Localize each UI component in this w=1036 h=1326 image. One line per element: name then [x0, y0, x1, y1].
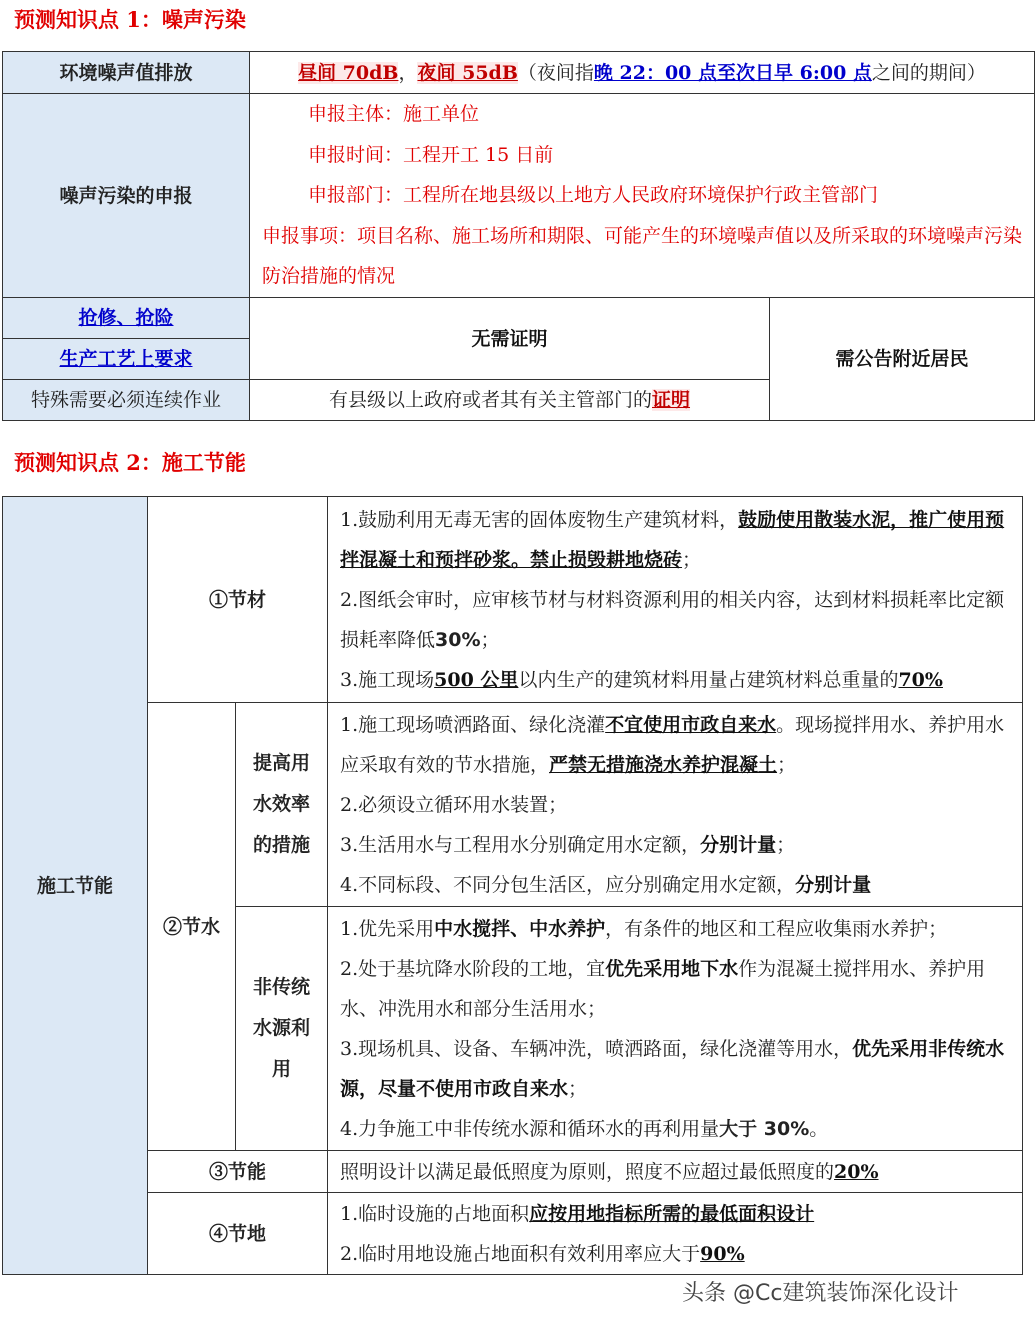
- material-row: [3, 497, 1023, 703]
- section2-title: 预测知识点 2：施工节能: [14, 450, 246, 475]
- land-label: ④节地: [148, 1193, 328, 1275]
- nontraditional-item-1: 1.优先采用中水搅拌、中水养护，有条件的地区和工程应收集雨水养护；: [340, 917, 948, 940]
- watermark: 头条 @Cc建筑装饰深化设计: [682, 1281, 959, 1306]
- night-period: 晚 22：00 点至次日早 6:00 点: [593, 61, 872, 84]
- efficiency-item-3: 3.生活用水与工程用水分别确定用水定额，分别计量；: [340, 833, 796, 856]
- efficiency-item-2: 2.必须设立循环用水装置；: [340, 793, 568, 816]
- noise-declare-content: [250, 94, 1035, 298]
- material-label: ①节材: [148, 497, 328, 703]
- water-label: ②节水: [148, 703, 236, 1151]
- material-item-3: 3.施工现场500 公里以内生产的建筑材料用量占建筑材料总重量的70%: [340, 668, 943, 691]
- material-content: [328, 497, 1023, 703]
- energy-row: [3, 1151, 1023, 1193]
- energy-label: ③节能: [148, 1151, 328, 1193]
- land-content: [328, 1193, 1023, 1275]
- declare-subject: 申报主体：施工单位: [308, 103, 480, 126]
- noise-limit-value: 昼间 70dB，夜间 55dB（夜间指晚 22：00 点至次日早 6:00 点之间的期间）: [250, 52, 1035, 94]
- efficiency-item-4: 4.不同标段、不同分包生活区，应分别确定用水定额，分别计量: [340, 873, 872, 896]
- noise-declare-row: [3, 94, 1035, 298]
- land-row: [3, 1193, 1023, 1275]
- water-efficiency-label: 提高用水效率的措施: [236, 703, 328, 907]
- noise-limit-row: [3, 52, 1035, 94]
- exception-repair-row: [3, 298, 1035, 339]
- night-limit: 夜间 55dB: [417, 61, 518, 84]
- declare-items: 申报事项：项目名称、施工场所和期限、可能产生的环境噪声值以及所采取的环境噪声污染防治措施的情况: [262, 224, 1023, 288]
- section1-title: 预测知识点 1：噪声污染: [14, 7, 246, 32]
- water-efficiency-content: [328, 703, 1023, 907]
- energy-content: 照明设计以满足最低照度为原则，照度不应超过最低照度的20%: [328, 1151, 1023, 1193]
- category-cell: 施工节能: [3, 497, 148, 1275]
- noise-table: [2, 51, 1035, 421]
- efficiency-item-1: 1.施工现场喷洒路面、绿化浇灌不宜使用市政自来水。现场搅拌用水、养护用水应采取有效的节水措施，严禁无措施浇水养护混凝土；: [340, 713, 1005, 776]
- nontraditional-item-2: 2.处于基坑降水阶段的工地，宜优先采用地下水作为混凝土搅拌用水、养护用水、冲洗用水和部分生活用水；: [340, 957, 986, 1020]
- energy-saving-table: [2, 496, 1023, 1275]
- noise-declare-label: 噪声污染的申报: [3, 94, 250, 298]
- material-item-1: 1.鼓励利用无毒无害的固体废物生产建筑材料，鼓励使用散装水泥，推广使用预拌混凝土和预拌砂浆。禁止损毁耕地烧砖；: [340, 508, 1005, 571]
- noise-limit-label: 环境噪声值排放: [3, 52, 250, 94]
- land-item-2: 2.临时用地设施占地面积有效利用率应大于90%: [340, 1242, 745, 1265]
- special-label: 特殊需要必须连续作业: [3, 380, 250, 421]
- water-efficiency-row: [3, 703, 1023, 907]
- declare-department: 申报部门：工程所在地县级以上地方人民政府环境保护行政主管部门: [308, 184, 879, 207]
- nontraditional-item-4: 4.力争施工中非传统水源和循环水的再利用量大于 30%。: [340, 1117, 829, 1140]
- nontraditional-label: 非传统水源利用: [236, 907, 328, 1151]
- nontraditional-item-3: 3.现场机具、设备、车辆冲洗，喷洒路面，绿化浇灌等用水，优先采用非传统水源，尽量不使用市政自来水；: [340, 1037, 1005, 1100]
- material-item-2: 2.图纸会审时，应审核节材与材料资源利用的相关内容，达到材料损耗率比定额损耗率降低30%；: [340, 588, 1005, 651]
- day-limit: 昼间 70dB: [298, 61, 399, 84]
- repair-label: 抢修、抢险: [3, 298, 250, 339]
- declare-time: 申报时间：工程开工 15 日前: [308, 143, 554, 166]
- proof-cell: 有县级以上政府或者其有关主管部门的证明: [250, 380, 770, 421]
- land-item-1: 1.临时设施的占地面积应按用地指标所需的最低面积设计: [340, 1202, 815, 1225]
- process-label: 生产工艺上要求: [3, 339, 250, 380]
- no-proof-cell: 无需证明: [250, 298, 770, 380]
- nontraditional-content: [328, 907, 1023, 1151]
- proof-highlight: 证明: [652, 389, 691, 411]
- notice-residents-cell: 需公告附近居民: [770, 298, 1035, 421]
